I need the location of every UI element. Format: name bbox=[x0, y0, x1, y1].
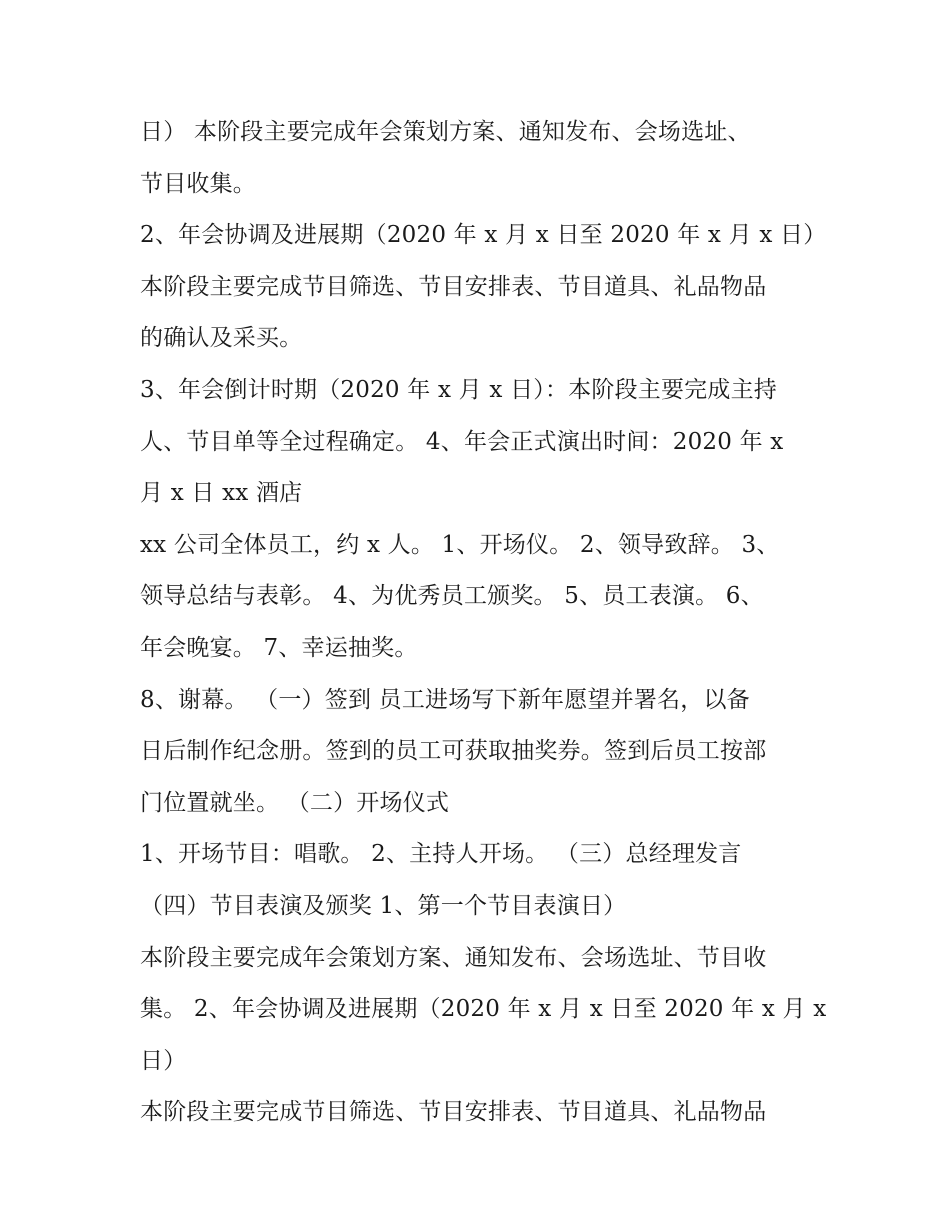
text-line: 月 x 日 xx 酒店 bbox=[140, 480, 303, 507]
text-line: 本阶段主要完成年会策划方案、通知发布、会场选址、节目收 bbox=[140, 944, 767, 971]
text-line: 年会晚宴。 7、幸运抽奖。 bbox=[140, 634, 418, 661]
text-line: 2、年会协调及进展期（2020 年 x 月 x 日至 2020 年 x 月 x 日） bbox=[140, 222, 827, 249]
text-line: 3、年会倒计时期（2020 年 x 月 x 日）：本阶段主要完成主持 bbox=[140, 376, 777, 403]
text-line: 领导总结与表彰。 4、为优秀员工颁奖。 5、员工表演。 6、 bbox=[140, 583, 764, 610]
text-line: 的确认及采买。 bbox=[140, 325, 303, 352]
document-body bbox=[140, 107, 830, 1139]
text-line: 1、开场节目：唱歌。 2、主持人开场。 （三）总经理发言 bbox=[140, 841, 742, 868]
text-line: 集。 2、年会协调及进展期（2020 年 x 月 x 日至 2020 年 x 月 x bbox=[140, 996, 827, 1023]
text-line: 日后制作纪念册。签到的员工可获取抽奖券。签到后员工按部 bbox=[140, 738, 767, 765]
text-line: 门位置就坐。 （二）开场仪式 bbox=[140, 789, 450, 816]
text-line: 8、谢幕。 （一）签到 员工进场写下新年愿望并署名，以备 bbox=[140, 686, 750, 713]
text-line: 节目收集。 bbox=[140, 170, 256, 197]
text-line: 本阶段主要完成节目筛选、节目安排表、节目道具、礼品物品 bbox=[140, 273, 767, 300]
text-line: 日） 本阶段主要完成年会策划方案、通知发布、会场选址、 bbox=[140, 119, 751, 145]
text-line: 日） bbox=[140, 1047, 187, 1074]
text-line: （四）节目表演及颁奖 1、第一个节目表演日） bbox=[140, 892, 627, 919]
text-line: xx 公司全体员工，约 x 人。 1、开场仪。 2、领导致辞。 3、 bbox=[140, 531, 780, 558]
text-line: 本阶段主要完成节目筛选、节目安排表、节目道具、礼品物品 bbox=[140, 1099, 767, 1126]
text-line: 人、节目单等全过程确定。 4、年会正式演出时间：2020 年 x bbox=[140, 428, 784, 455]
